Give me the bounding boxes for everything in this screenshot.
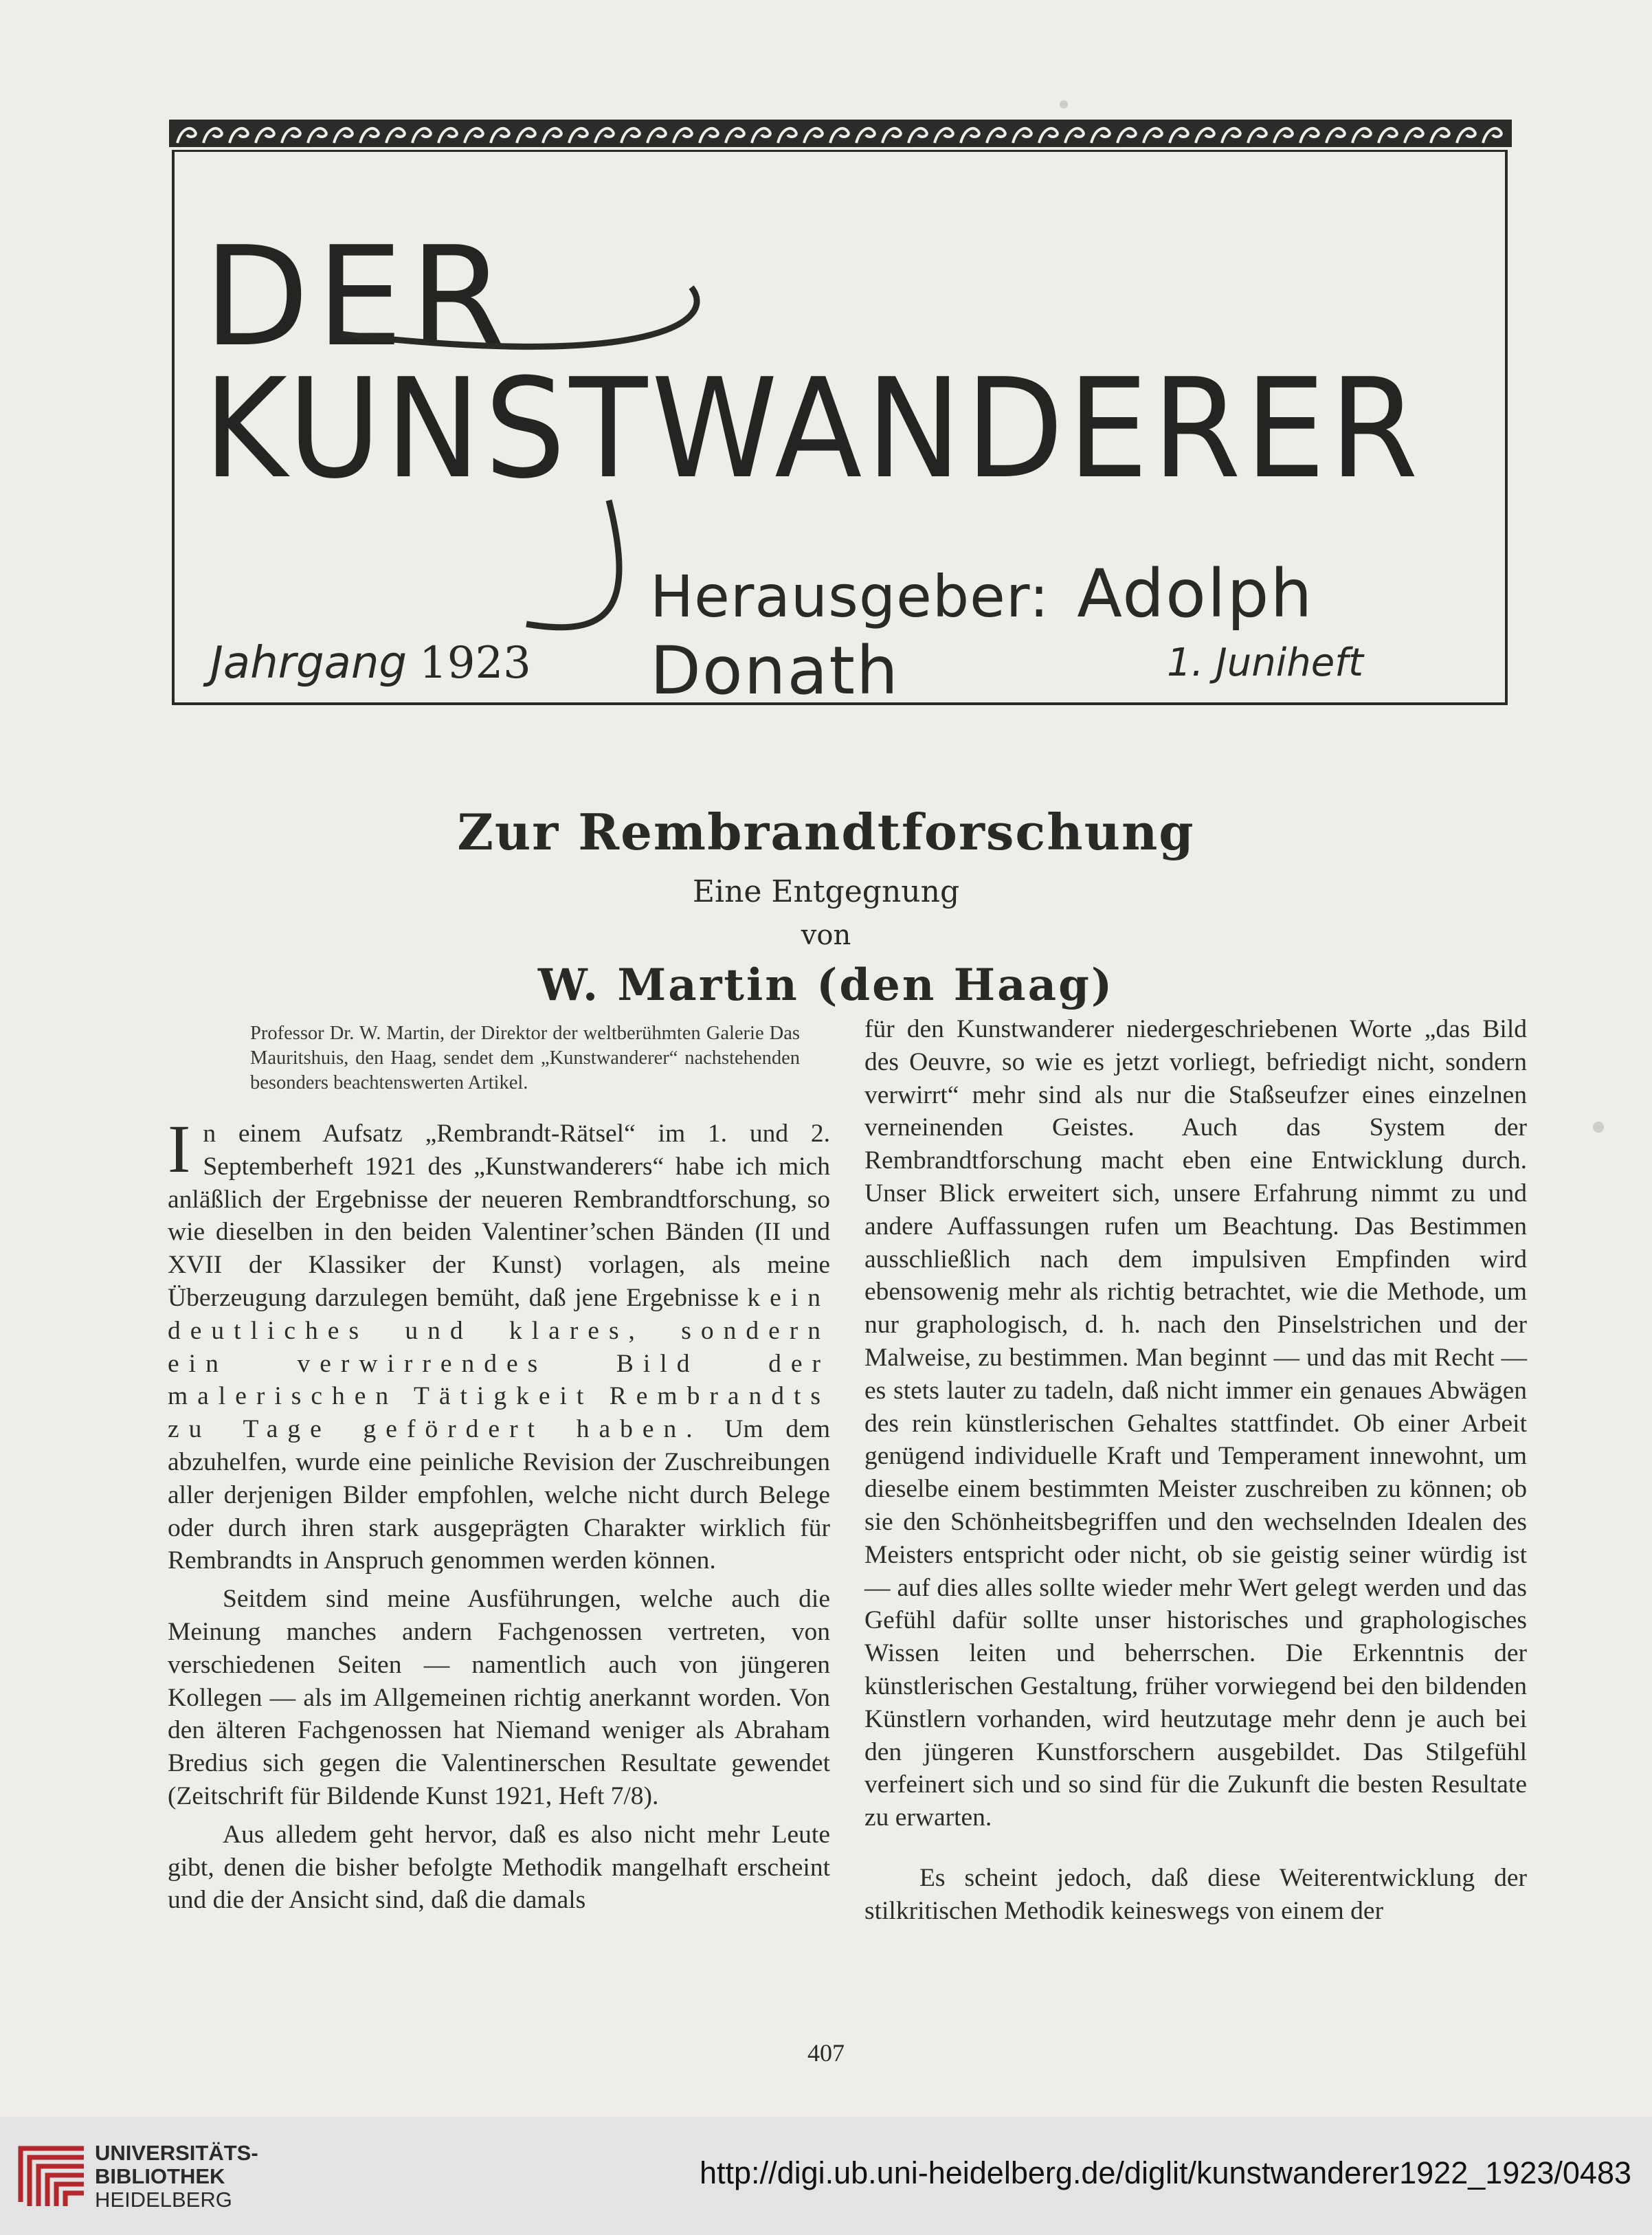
source-url-link[interactable]: http://digi.ub.uni-heidelberg.de/diglit/kunstwanderer1922_1923/0483 (700, 2155, 1631, 2190)
article-title: Zur Rembrandtforschung (457, 803, 1195, 861)
paragraph-1-emphasis: kein deutliches und klares, sondern ein verwirrendes Bild der malerischen Tätigkeit Rembrandts zu Tage gefördert haben. (168, 1283, 830, 1444)
ornamental-border (169, 115, 1512, 153)
editor-name: Adolph Donath (650, 555, 1314, 709)
paragraph-5: Es scheint jedoch, daß diese Weiterentwicklung der stilkritischen Methodik keineswegs von einem der (864, 1863, 1527, 1925)
paragraph-2: Seitdem sind meine Ausführungen, welche auch die Meinung manches andern Fachgenossen vertreten, von verschiedenen Seiten — namentlich auch von jüngeren Kollegen — als im Allgemeinen richtig anerkannt worden. Von den älteren Fachgenossen hat Niemand weniger als Abraham Bredius sich gegen die Valentinerschen Resultate gewendet (Zeitschrift für Bildende Kunst 1921, Heft 7/8). (168, 1585, 830, 1810)
footer-bar (0, 2117, 1652, 2235)
article-by: von (801, 920, 851, 951)
paragraph-4: für den Kunstwanderer niedergeschriebenen Worte „das Bild des Oeuvre, so wie es jetzt vorliegt, befriedigt nicht, sondern verwirrt“ mehr sind als nur die Staßseufzer eines einzelnen verneinenden Geistes. Auch das System der Rembrandtforschung macht eben eine Entwicklung durch. Unser Blick erweitert sich, unsere Erfahrung nimmt zu und andere Auffassungen rufen um Beachtung. Das Bestimmen ausschließlich nach dem impulsiven Empfinden wird ebensowenig mehr als richtig betrachtet, wie die Methode, um nur graphologisch, d. h. nach den Pinselstrichen und der Malweise, zu bestimmen. Man beginnt — und das mit Recht — es stets lauter zu tadeln, daß nicht immer ein genaues Abwägen des rein künstlerischen Gehaltes stattfindet. Ob einer Arbeit genügend individuelle Kraft und Temperament innewohnt, um dieselbe einem bestimmten Meister zuschreiben zu können; ob sie den Schönheitsbegriffen und den wechselnden Idealen des Meisters entspricht oder nicht, ob sie geistig seiner würdig ist — auf dies alles sollte wieder mehr Wert gelegt werden und das Gefühl dafür sollte unser historisches und graphologisches Wissen leiten und beherrschen. Die Erkenntnis der künstlerischen Gestaltung, früher vorwiegend bei den bildenden Künstlern vorhanden, wird heutzutage mehr denn je auch bei den jüngeren Kunstforschern ausgebildet. Das Stilgefühl verfeinert sich und so sind für die Zukunft die besten Resultate zu erwarten. (864, 1015, 1527, 1832)
paragraph-3: Aus alledem geht hervor, daß es also nicht mehr Leute gibt, denen die bisher befolgte Methodik mangelhaft erscheint und die der Ansicht sind, daß die damals (168, 1820, 830, 1915)
editor-line (650, 555, 1512, 709)
library-logo-icon (16, 2135, 88, 2206)
page-number: 407 (807, 2039, 845, 2067)
paragraph-1-text-a: n einem Aufsatz „Rembrandt-Rätsel“ im 1. und 2. Septemberheft 1921 des „Kunstwanderers“ habe ich mich anläßlich der Ergebnisse der neueren Rembrandtforschung, so wie dieselben in den beiden Valentiner’schen Bänden (II und XVII der Klassiker der Kunst) vorlagen, als meine Überzeugung darzulegen bemüht, daß jene Ergebnisse (168, 1120, 830, 1312)
scan-speck (1060, 100, 1068, 109)
library-name-line1: UNIVERSITÄTS- (95, 2141, 258, 2165)
drop-cap: I (168, 1111, 191, 1187)
editorial-intro: Professor Dr. W. Martin, der Direktor der weltberühmten Galerie Das Mauritshuis, den Haag, sendet dem „Kunstwanderer“ nachstehenden besonders beachtenswerten Artikel. (250, 1023, 800, 1093)
year-label: Jahrgang (210, 638, 407, 689)
article-author: W. Martin (den Haag) (537, 959, 1115, 1011)
library-name-line3: HEIDELBERG (95, 2188, 232, 2212)
masthead-title-line2: KUNSTWANDERER (203, 349, 1422, 509)
paragraph-1 (168, 1111, 830, 1577)
right-column (864, 1013, 1527, 1928)
editor-label: Herausgeber: (650, 563, 1050, 630)
logo-stripe (65, 2193, 84, 2206)
library-name (95, 2142, 258, 2212)
scan-speck (1593, 1122, 1604, 1133)
masthead-title-line1: DER (203, 217, 513, 377)
issue-label: 1. Juniheft (1167, 641, 1363, 685)
library-name-line2: BIBLIOTHEK (95, 2164, 225, 2188)
left-column (168, 1013, 830, 1917)
article-subtitle: Eine Entgegnung (692, 874, 960, 909)
year-number: 1923 (419, 638, 531, 689)
year-line (210, 638, 531, 689)
paragraph-1-text-b: Um dem abzuhelfen, wurde eine peinliche Revision der Zuschreibungen aller derjenigen Bilder empfohlen, welche nicht durch Belege oder durch ihren stark ausgeprägten Charakter wirklich für Rembrandts in Anspruch genommen werden können. (168, 1415, 830, 1575)
masthead (169, 115, 1512, 715)
